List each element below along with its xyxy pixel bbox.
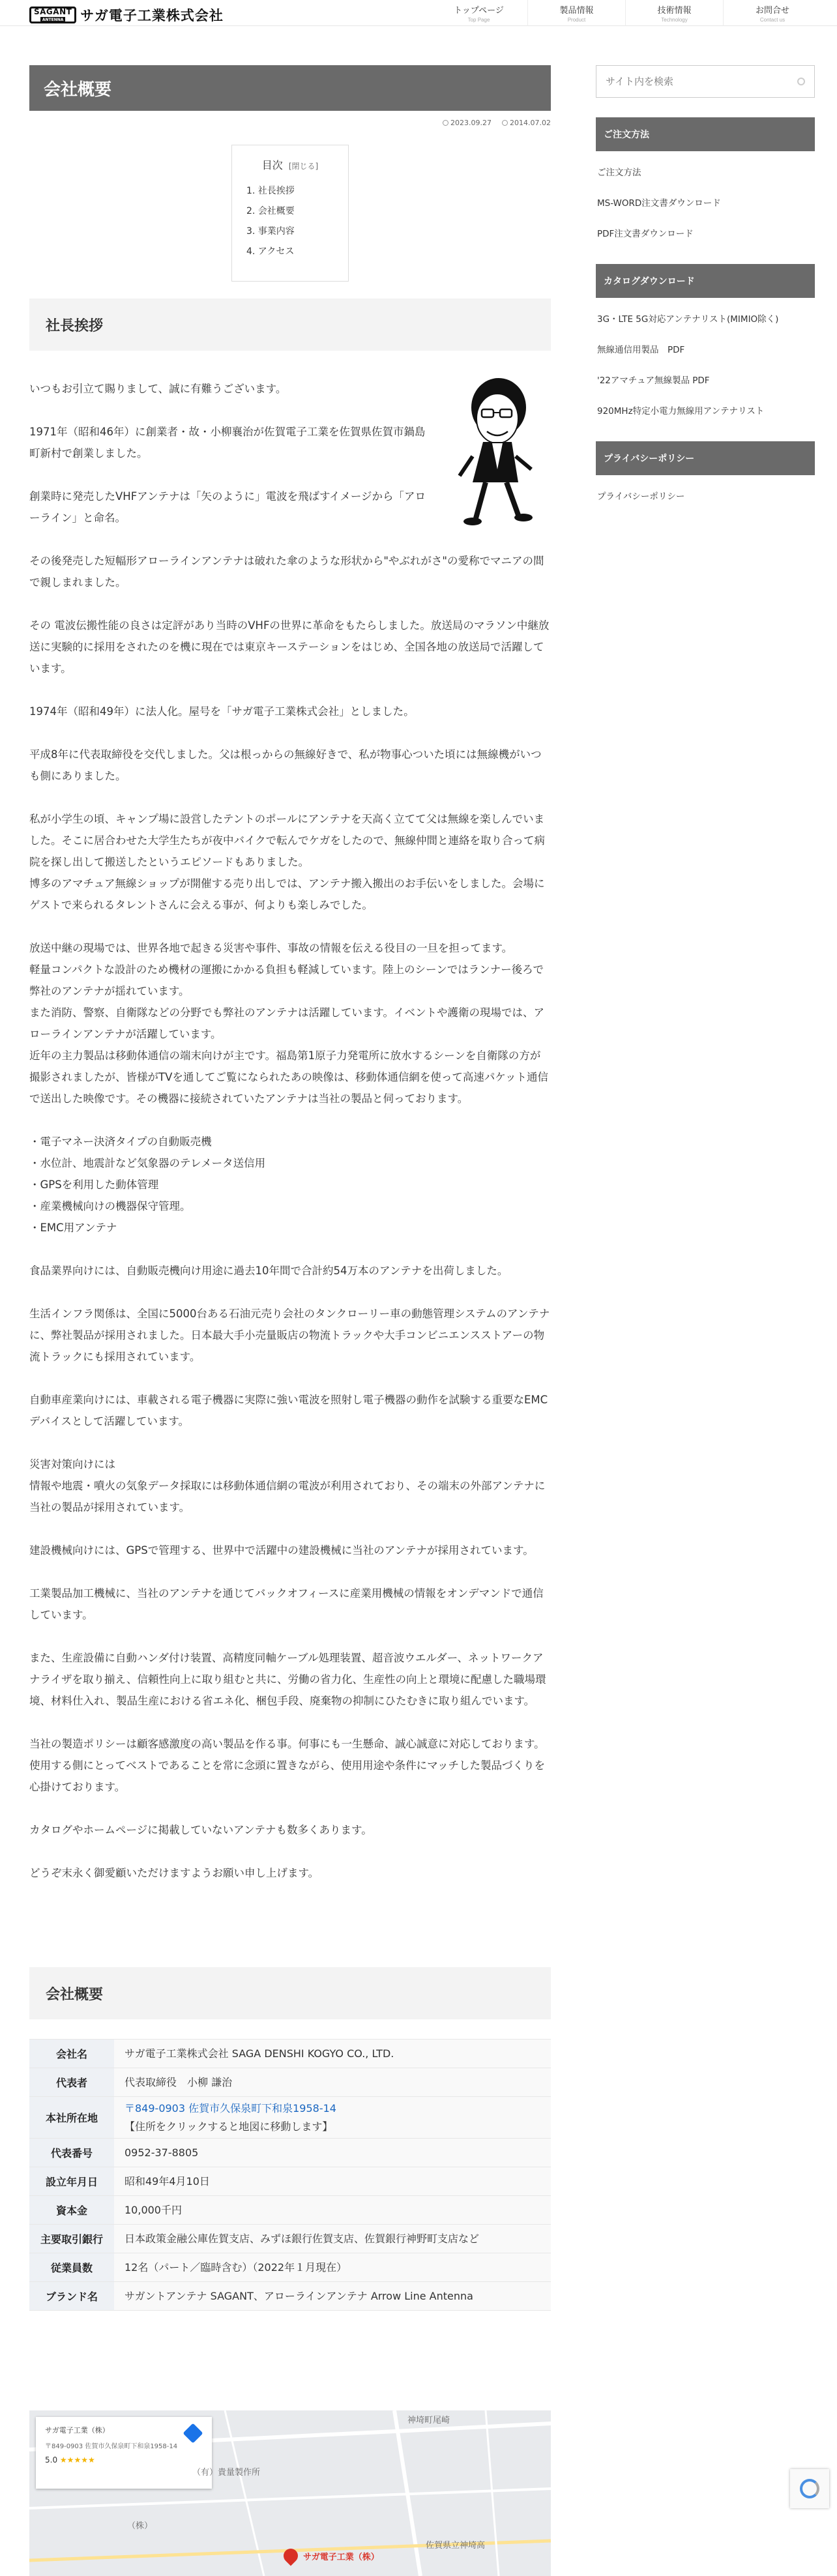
nav-top-page[interactable] (430, 0, 528, 26)
site-header (0, 0, 837, 26)
row-value: 日本政策金融公庫佐賀支店、みずほ銀行佐賀支店、佐賀銀行神野町支店など (114, 2225, 551, 2253)
address-note: 【住所をクリックすると地図に移動します】 (125, 2120, 333, 2133)
greeting-paragraph: 平成8年に代表取締役を交代しました。父は根っからの無線好きで、私が物事心ついた頃には無線機がいつも側にありました。 (29, 748, 542, 782)
row-value-address (114, 2097, 551, 2139)
widget-title-catalog: カタログダウンロード (596, 264, 815, 298)
greeting-paragraph: 1971年（昭和46年）に創業者・故・小柳襄治が佐賀電子工業を佐賀県佐賀市鍋島町新村で創業しました。 (29, 426, 426, 460)
row-value: サガ電子工業株式会社 SAGA DENSHI KOGYO CO., LTD. (114, 2040, 551, 2068)
map-rating-value: 5.0 (45, 2455, 58, 2465)
greeting-paragraph: 1974年（昭和49年）に法人化。屋号を「サガ電子工業株式会社」としました。 (29, 705, 415, 718)
logo-badge-top: SAGANT (34, 7, 72, 16)
widget-privacy-links (596, 475, 815, 512)
toc-item[interactable]: 2. 会社概要 (246, 206, 295, 216)
row-value: 10,000千円 (114, 2196, 551, 2225)
map-place-title: サガ電子工業（株） (45, 2426, 110, 2435)
sidebar-link[interactable]: ご注文方法 (597, 168, 641, 178)
sidebar-link[interactable]: '22アマチュア無線製品 PDF (597, 375, 710, 386)
row-value: 0952-37-8805 (114, 2139, 551, 2167)
embedded-map[interactable] (29, 2410, 551, 2576)
sidebar-link[interactable]: 920MHz特定小電力無線用アンテナリスト (597, 406, 765, 417)
table-row (29, 2068, 551, 2097)
updated-date-text: 2014.07.02 (510, 118, 551, 127)
toc-item[interactable]: 3. 事業内容 (246, 226, 295, 237)
table-of-contents (231, 145, 349, 282)
refresh-icon (502, 120, 508, 126)
row-label: 設立年月日 (29, 2167, 114, 2196)
greeting-paragraph: 自動車産業向けには、車載される電子機器に実際に強い電波を照射し電子機器の動作を試験する重要なEMCデバイスとして活躍しています。 (29, 1394, 548, 1427)
map-label: 佐賀県立神埼高 (426, 2541, 486, 2551)
address-map-link[interactable]: 〒849-0903 佐賀市久保泉町下和泉1958-14 (125, 2101, 336, 2115)
sidebar-link[interactable]: MS-WORD注文書ダウンロード (597, 198, 721, 209)
greeting-paragraph: 食品業界向けには、自動販売機向け用途に過去10年間で合計約54万本のアンテナを出荷しました。 (29, 1265, 508, 1277)
site-search (596, 65, 815, 98)
star-icon: ★★★★★ (59, 2455, 95, 2465)
section-heading-company: 会社概要 (29, 1967, 551, 2019)
table-row (29, 2225, 551, 2253)
row-label: 会社名 (29, 2040, 114, 2068)
table-row (29, 2282, 551, 2311)
updated-date (502, 119, 551, 127)
table-row (29, 2040, 551, 2068)
map-label: （有）貴量製作所 (192, 2468, 261, 2478)
widget-title-privacy: プライバシーポリシー (596, 441, 815, 475)
page-title: 会社概要 (29, 65, 551, 111)
nav-label: お問合せ (755, 6, 789, 16)
greeting-paragraph: どうぞ末永く御愛顧いただけますようお願い申し上げます。 (29, 1867, 319, 1879)
row-label: 本社所在地 (29, 2097, 114, 2139)
nav-label: 技術情報 (657, 6, 692, 16)
widget-order-links (596, 151, 815, 250)
greeting-body (29, 378, 551, 1905)
map-rating (45, 2455, 203, 2465)
greeting-paragraph: カタログやホームページに掲載していないアンテナも数多くあります。 (29, 1824, 372, 1836)
post-dates (29, 111, 551, 134)
section-heading-greeting: 社長挨拶 (29, 299, 551, 351)
nav-sublabel: Contact us (759, 17, 786, 23)
row-label: ブランド名 (29, 2282, 114, 2311)
row-label: 代表番号 (29, 2139, 114, 2167)
nav-sublabel: Technology (661, 17, 688, 23)
row-label: 主要取引銀行 (29, 2225, 114, 2253)
map-label: 神埼町尾崎 (407, 2416, 450, 2425)
toc-header (246, 157, 334, 172)
logo-company-name: サガ電子工業株式会社 (80, 8, 224, 23)
greeting-paragraph: 放送中継の現場では、世界各地で起きる災害や事件、事故の情報を伝える役目の一旦を担ってます。 軽量コンパクトな設計のため機材の運搬にかかる負担も軽減しています。陸上のシーンではランナー後ろで弊社のアンテナが揺れています。 また消防、警察、自衛隊などの分野でも弊社のアンテナは活躍しています。イベントや護衛の現場では、アローラインアンテナが活躍しています。 近年の主力製品は移動体通信の端末向けが主です。福島第1原子力発電所に放水するシーンを自衛隊の方が撮影されましたが、皆様がTVを通してご覧になられたあの映像は、移動体通信網を使って高速パケット通信で送出した映像です。その機器に接続されていたアンテナは当社の製品と伺っております。 (29, 942, 549, 1105)
table-row (29, 2196, 551, 2225)
toc-title: 目次 (261, 159, 283, 171)
widget-catalog-links (596, 298, 815, 427)
company-info-table (29, 2039, 551, 2311)
toc-toggle[interactable]: [閉じる] (288, 162, 319, 171)
table-row (29, 2253, 551, 2282)
greeting-paragraph: また、生産設備に自動ハンダ付け装置、高精度同軸ケーブル処理装置、超音波ウエルダー、ネットワークアナライザを取り揃え、信頼性向上に取り組むと共に、労働の省力化、生産性の向上と環境に配慮した職場環境、材料仕入れ、製品生産における省エネ化、梱包手段、廃棄物の抑制にひたむきに取り組んでいます。 (29, 1652, 546, 1707)
sidebar-link[interactable]: 無線通信用製品 PDF (597, 345, 685, 355)
table-row (29, 2097, 551, 2139)
sidebar (596, 65, 815, 512)
clock-icon (443, 120, 448, 126)
greeting-paragraph: 創業時に発売したVHFアンテナは「矢のように」電波を飛ばすイメージから「アローライン」と命名。 (29, 490, 426, 524)
greeting-paragraph: その 電波伝搬性能の良さは定評があり当時のVHFの世界に革命をもたらしました。放送局のマラソン中継放送に実験的に採用をされたのを機に現在では東京キーステーションをはじめ、全国各地の放送局で活躍しています。 (29, 619, 550, 675)
global-nav (430, 0, 821, 26)
map-place-address: 〒849-0903 佐賀市久保泉町下和泉1958-14 (45, 2443, 178, 2450)
greeting-paragraph: 建設機械向けには、GPSで管理する、世界中で活躍中の建設機械に当社のアンテナが採用されています。 (29, 1544, 534, 1557)
map-pin-label: サガ電子工業（株） (303, 2553, 379, 2562)
row-value: サガントアンテナ SAGANT、アローラインアンテナ Arrow Line Antenna (114, 2282, 551, 2311)
nav-label: 製品情報 (559, 6, 594, 16)
site-logo[interactable] (29, 5, 224, 25)
table-row (29, 2139, 551, 2167)
recaptcha-icon (800, 2479, 819, 2498)
nav-sublabel: Product (567, 17, 586, 23)
logo-badge-bottom: ANTENNA (40, 17, 66, 23)
nav-label: トップページ (454, 6, 504, 16)
greeting-paragraph: 災害対策向けには 情報や地震・噴火の気象データ採取には移動体通信網の電波が利用されており、その端末の外部アンテナに当社の製品が採用されています。 (29, 1458, 546, 1514)
published-date (443, 119, 492, 127)
map-label: （株） (127, 2521, 153, 2531)
greeting-paragraph: 当社の製造ポリシーは顧客感激度の高い製品を作る事。何事にも一生懸命、誠心誠意に対応しております。使用する側にとってベストであることを常に念頭に置きながら、使用用途や条件にマッチした製品づくりを心掛けております。 (29, 1738, 546, 1793)
toc-item[interactable]: 4. アクセス (246, 246, 295, 257)
greeting-paragraph: 生活インフラ関係は、全国に5000台ある石油元売り会社のタンクローリー車の動態管理システムのアンテナに、弊社製品が採用されました。日本最大手小売量販店の物流トラックや大手コンビニエンスストアーの物流トラックにも採用されています。 (29, 1308, 550, 1363)
toc-item[interactable]: 1. 社長挨拶 (246, 186, 295, 196)
search-icon[interactable] (797, 78, 805, 85)
sidebar-link[interactable]: プライバシーポリシー (597, 491, 685, 502)
published-date-text: 2023.09.27 (450, 118, 492, 127)
nav-contact[interactable] (724, 0, 821, 26)
main-content (29, 65, 551, 2562)
greeting-paragraph: ・電子マネー決済タイプの自動販売機 ・水位計、地震計など気象器のテレメータ送信用 ・GPSを利用した動体管理 ・産業機械向けの機器保守管理。 ・EMC用アンテナ (29, 1135, 266, 1234)
row-label: 代表者 (29, 2068, 114, 2097)
sidebar-link[interactable]: 3G・LTE 5G対応アンテナリスト(MIMIO除く) (597, 314, 779, 325)
map-place-card (36, 2417, 212, 2489)
sidebar-link[interactable]: PDF注文書ダウンロード (597, 229, 694, 239)
widget-title-order: ご注文方法 (596, 117, 815, 151)
recaptcha-badge[interactable] (790, 2469, 829, 2508)
nav-sublabel: Top Page (467, 17, 490, 23)
greeting-paragraph: 工業製品加工機械に、当社のアンテナを通じてバックオフィースに産業用機械の情報をオンデマンドで通信しています。 (29, 1587, 544, 1621)
logo-badge (29, 7, 76, 23)
greeting-paragraph: その後発売した短幅形アローラインアンテナは破れた傘のような形状から"やぶれがさ"の愛称でマニアの間で親しまれました。 (29, 555, 544, 589)
row-value: 昭和49年4月10日 (114, 2167, 551, 2196)
greeting-paragraph: 私が小学生の頃、キャンプ場に設営したテントのポールにアンテナを天高く立てて父は無線を楽しんでいました。そこに居合わせた大学生たちが夜中バイクで転んでケガをしたので、無線仲間と連絡を取り合って病院を探し出して搬送したというエピソードもありました。 博多のアマチュア無線ショップが開催する売り出しでは、アンテナ搬入搬出のお手伝いをしました。会場にゲストで来られるタレントさんに会える事が、何よりも楽しみでした。 (29, 813, 546, 911)
row-value: 12名（パート／臨時含む）（2022年１月現在） (114, 2253, 551, 2282)
table-row (29, 2167, 551, 2196)
row-value: 代表取締役 小柳 謙治 (114, 2068, 551, 2097)
search-input[interactable] (606, 76, 775, 87)
nav-product[interactable] (528, 0, 626, 26)
greeting-paragraph: いつもお引立て賜りまして、誠に有難うございます。 (29, 383, 287, 395)
row-label: 資本金 (29, 2196, 114, 2225)
row-label: 従業員数 (29, 2253, 114, 2282)
nav-technology[interactable] (626, 0, 724, 26)
